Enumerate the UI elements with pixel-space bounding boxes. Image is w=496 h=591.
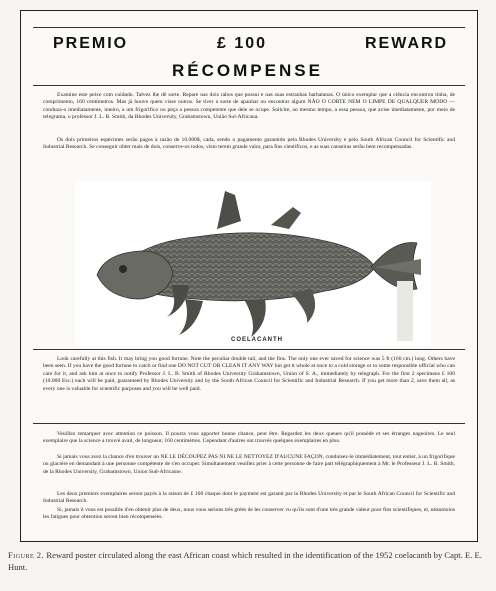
subtitle-recompense: RÉCOMPENSE: [172, 61, 323, 80]
fish-caption: COELACANTH: [231, 337, 283, 343]
photo-rule: [33, 349, 465, 350]
coelacanth-photo: [75, 181, 431, 346]
french-paragraph-1: [43, 431, 455, 446]
title-reward: REWARD: [365, 35, 449, 52]
figure-caption-text: Reward poster circulated along the east African coast which resulted in the identification of the 1952 coelacanth by Capt. E. E. Hunt.: [8, 550, 482, 572]
portuguese-text-1: Examine este peixe com cuidado. Talvez lhe dê sorte. Repare nas dois rabos que possui e nas suas estranhas barbatanas. O único exemplar que a ciência encontrou tinha, de comprimento, 160 centímetros. Mas já houve quem visse outros. Se tiver a sorte de apanhar ou encontrar algum NÃO O CORTE NEM O LIMPE DE QUALQUER MODO — conduza-o imediatamente, inteiro, a um frigorífico ou peça a pessoa competente que dele se ocupe. Solicite, ao mesmo tempo, a essa pessoa, que avise imediatamente, por meio de telegrama, o professor J. L. B. Smith, da Rhodes University, Grahamstown, União Sul-Africana.: [43, 92, 455, 121]
header-rule: [33, 85, 465, 86]
reward-poster: [20, 10, 478, 542]
title-amount: £ 100: [217, 35, 268, 52]
english-paragraph: [43, 356, 455, 393]
top-rule: [33, 27, 465, 28]
portuguese-text-2: Os dois primeiros espécimes serão pagos à razão de 10.000$, cada, sendo o pagamento garantido pela Rhodes University e pelo South African Council for Scientific and Industrial Research. Se conseguir obter mais de dois, conserve-os todos, visto terem grande valor, para fins científicos, e as suas canseiras serão bem recompensadas.: [43, 137, 455, 151]
french-text-3: Les deux premiers exemplaires seront payés à la raison de £ 100 chaque dont le payment est garanti par la Rhodes University et par le South African Council for Scientific and Industrial Research.: [43, 491, 455, 505]
english-rule: [33, 423, 465, 424]
french-text-2: Si jamais vous avez la chance d'en trouver un NE LE DÉCOUPEZ PAS NI NE LE NETTOYEZ D'AUCUNE FAÇON, conduisez-le immédiatement, tout entier, à un frigorifique ou glacière en demandant à une personne compétente de s'en occuper. Simultanement veuillez prier à cette personne de faire part télégraphiquement à Mr. le Professeur J. L. B. Smith, de la Rhodes University, Grahamstown, Union Sud-Africaine.: [43, 454, 455, 475]
portuguese-paragraph-1: [43, 92, 455, 122]
french-paragraph-4: [43, 507, 455, 522]
french-text-1: Veuillez remarquer avec attention ce poisson. Il pourra vous apporter bonne chance, peut être. Regardez les deux queues qu'il possède et ses étranges nageoires. Le seul exemplaire que la science a trouvé avait, de longueur, 160 centimètres. Cependant d'autres ont trouvés quelques exemplaires en plus.: [43, 431, 455, 445]
coelacanth-illustration: [75, 181, 431, 346]
figure-caption-label: Figure 2.: [8, 550, 45, 560]
french-paragraph-3: [43, 491, 455, 506]
portuguese-paragraph-2: [43, 137, 455, 152]
title-premio: PREMIO: [53, 35, 129, 52]
french-paragraph-2: [43, 454, 455, 476]
french-text-4: Si, jamais il vous est possible d'en obtenir plus de deux, nous vous serions très gréés de les conserver vu qu'ils sont d'une très grande valeur pour fins scientifiques, et, néanmoins les fatigues pour obtention seront bien récompensées.: [43, 507, 455, 521]
english-text: Look carefully at this fish. It may bring you good fortune. Note the peculiar double tail, and the fins. The only one ever saved for science was 5 ft (160 cm.) long. Others have been seen. If you have the good fortune to catch or find one DO NOT CUT OR CLEAN IT ANY WAY but get it whole at once to a cold storage or to some responsible official who can care for it, and ask him at once to notify Professor J. L. B. Smith of Rhodes University Grahamstown, Union of S. A., immediately by telegraph. For the first 2 specimens £ 100 (10.000 Esc.) each will be paid, guaranteed by Rhodes University and by the South African Council for Scientific and Industrial Research. If you get more than 2, save them all, as every one is valuable for scientific purposes and you will be well paid.: [43, 356, 455, 392]
figure-caption: [8, 549, 488, 573]
